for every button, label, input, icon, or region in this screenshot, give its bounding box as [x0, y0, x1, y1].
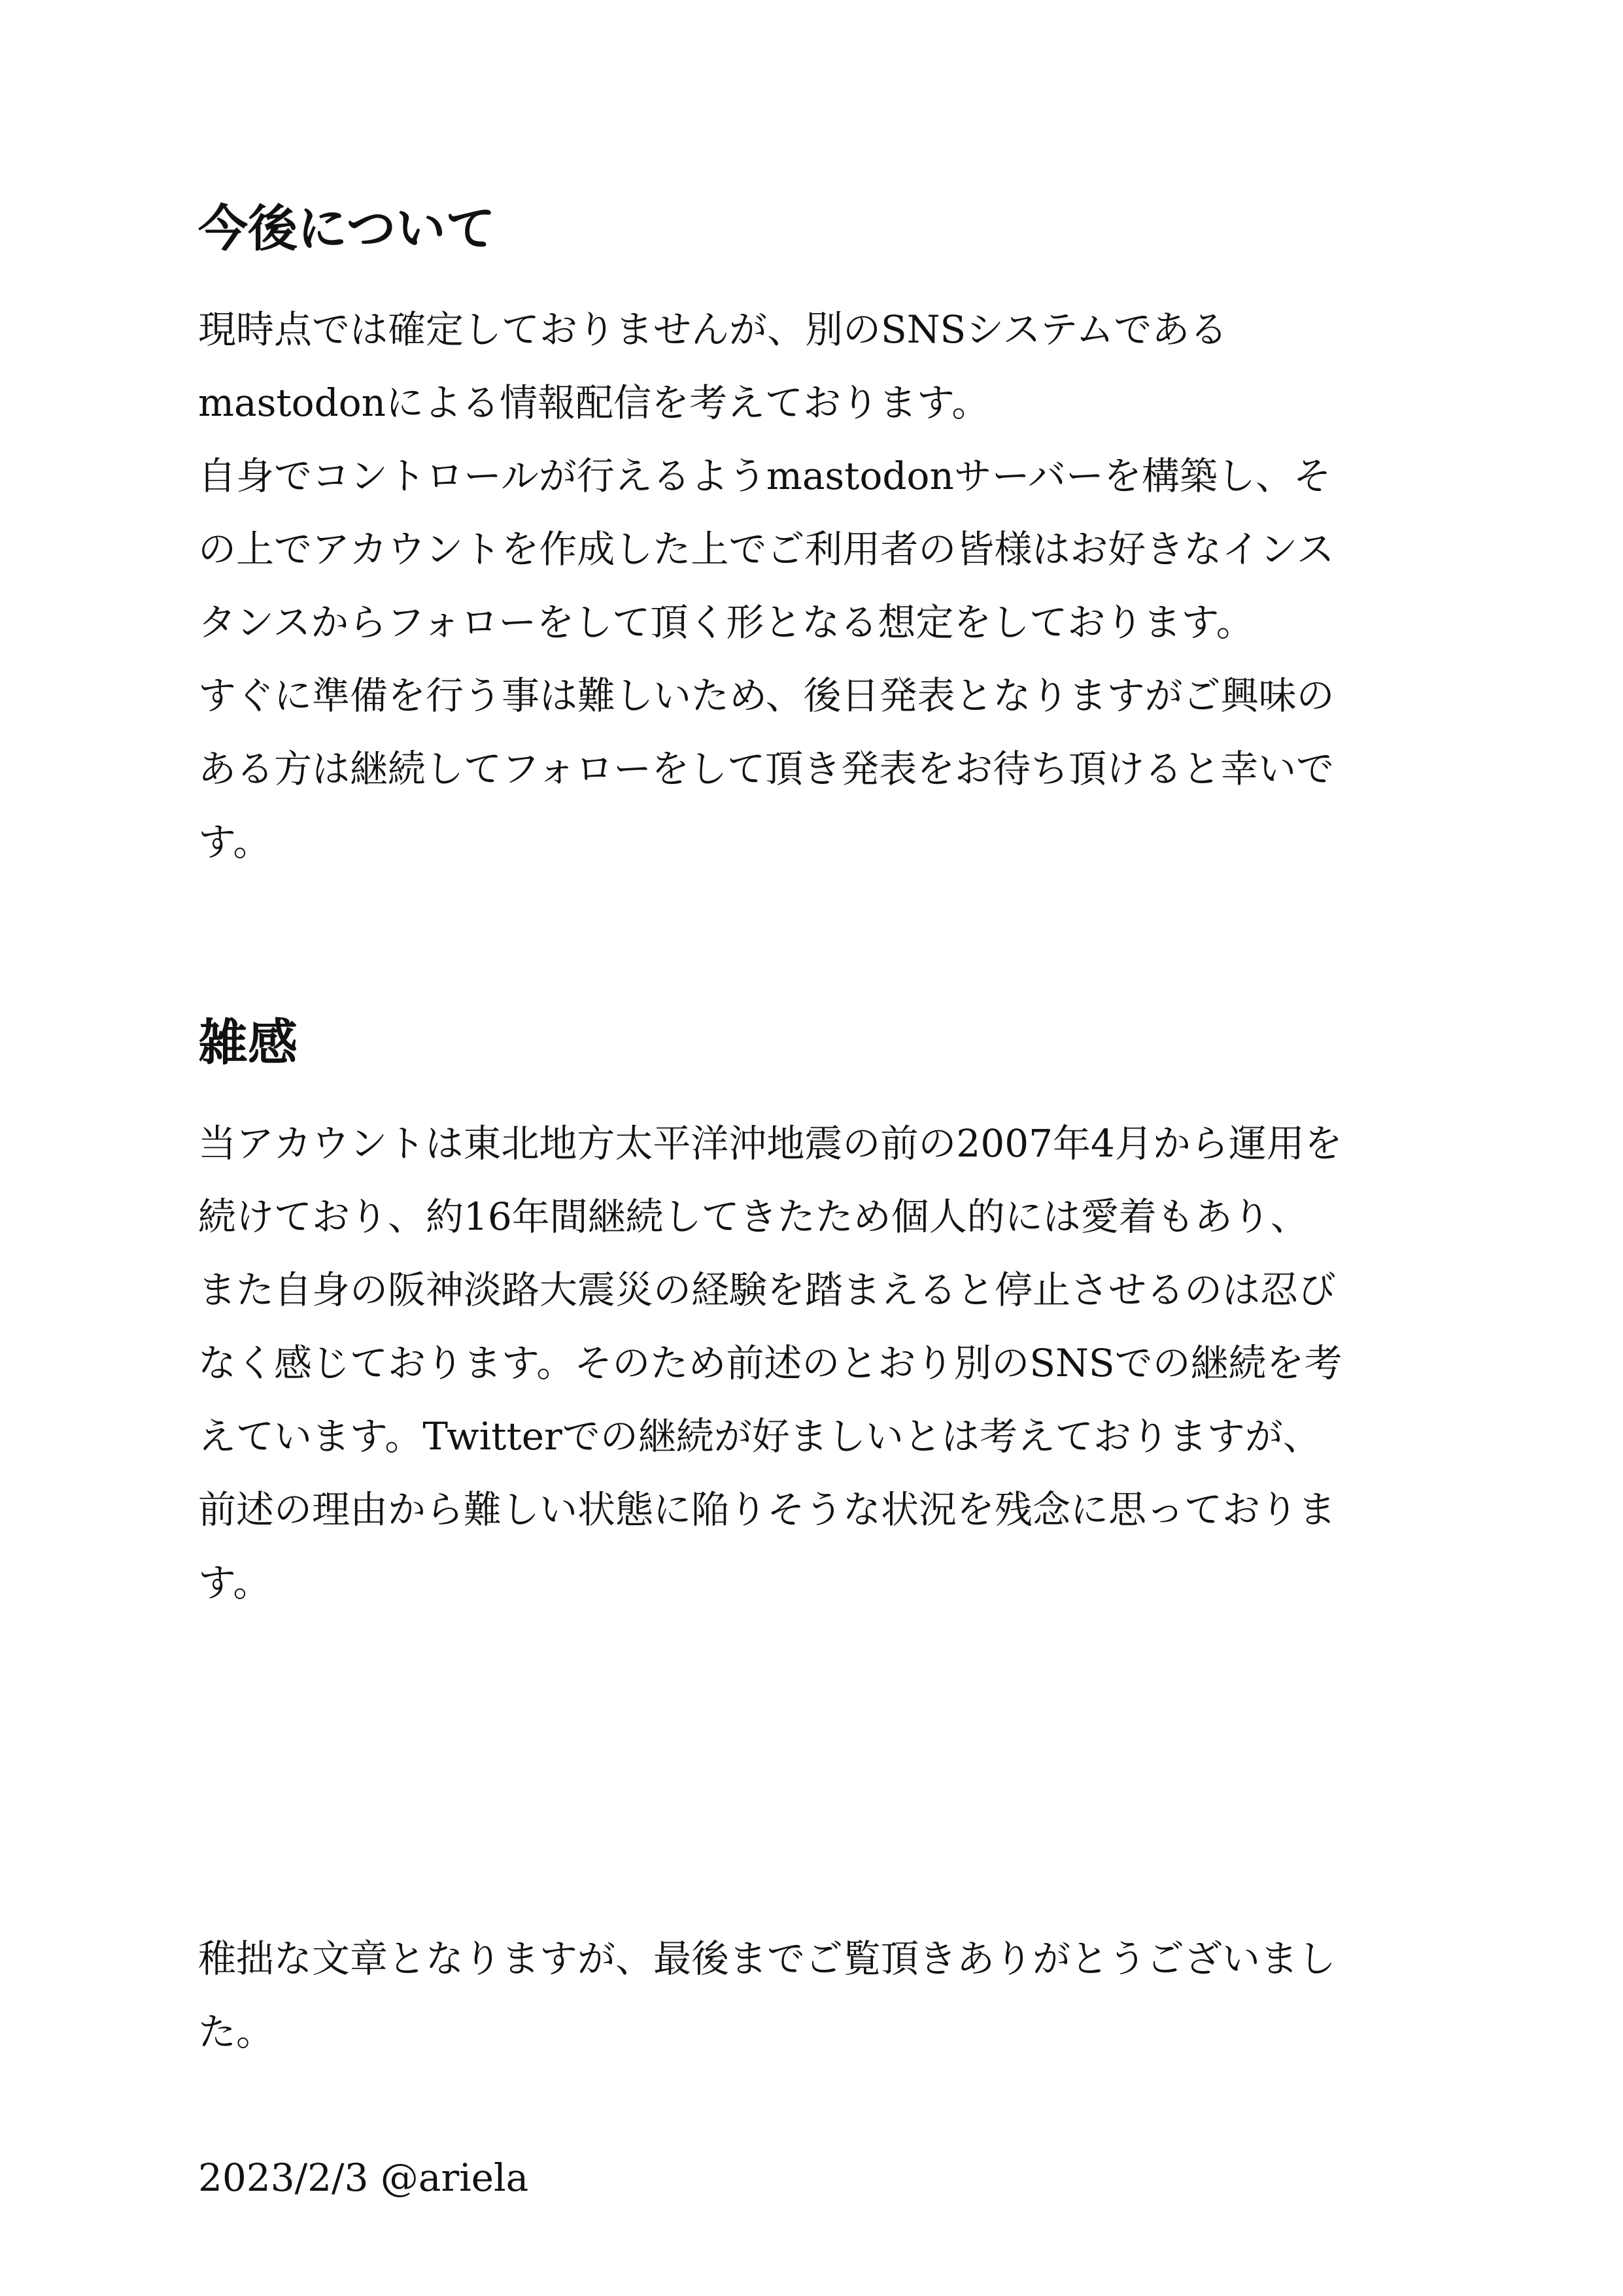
document-page — [198, 196, 1441, 2200]
section-body — [198, 1107, 1441, 1619]
section-impressions — [198, 1010, 1441, 1619]
body-line: えています。Twitterでの継続が好ましいとは考えておりますが、 — [198, 1414, 1321, 1459]
body-line: 前述の理由から難しい状態に陥りそうな状況を残念に思っておりま — [198, 1487, 1337, 1532]
signature — [198, 2141, 1441, 2214]
body-line: ある方は継続してフォローをして頂き発表をお待ち頂けると幸いで — [198, 747, 1335, 791]
body-line: タンスからフォローをして頂く形となる想定をしております。 — [198, 600, 1254, 645]
body-line: mastodonによる情報配信を考えております。 — [198, 380, 990, 425]
body-line: すぐに準備を行う事は難しいため、後日発表となりますがご興味の — [198, 673, 1335, 718]
closing-body — [198, 1922, 1441, 2068]
closing-message — [198, 1922, 1441, 2068]
section-heading: 今後について — [198, 199, 496, 258]
section-body — [198, 293, 1441, 879]
section-future-plans — [198, 196, 1441, 879]
body-line: 続けており、約16年間継続してきたため個人的には愛着もあり、 — [198, 1194, 1308, 1239]
body-line: 稚拙な文章となりますが、最後までご覧頂きありがとうございまし — [198, 1936, 1337, 1981]
body-line: す。 — [198, 820, 271, 864]
body-line: なく感じております。そのため前述のとおり別のSNSでの継続を考 — [198, 1341, 1342, 1385]
body-line: す。 — [198, 1561, 271, 1605]
section-heading: 雑感 — [198, 1013, 298, 1072]
body-line: 当アカウントは東北地方太平洋沖地震の前の2007年4月から運用を — [198, 1121, 1342, 1166]
body-line: た。 — [198, 2010, 275, 2054]
body-line: 自身でコントロールが行えるようmastodonサーバーを構築し、そ — [198, 454, 1331, 498]
body-line: の上でアカウントを作成した上でご利用者の皆様はお好きなインス — [198, 527, 1335, 571]
body-line: また自身の阪神淡路大震災の経験を踏まえると停止させるのは忍び — [198, 1268, 1337, 1312]
body-line: 現時点では確定しておりませんが、別のSNSシステムである — [198, 307, 1228, 352]
signature-text: 2023/2/3 @ariela — [198, 2155, 529, 2200]
